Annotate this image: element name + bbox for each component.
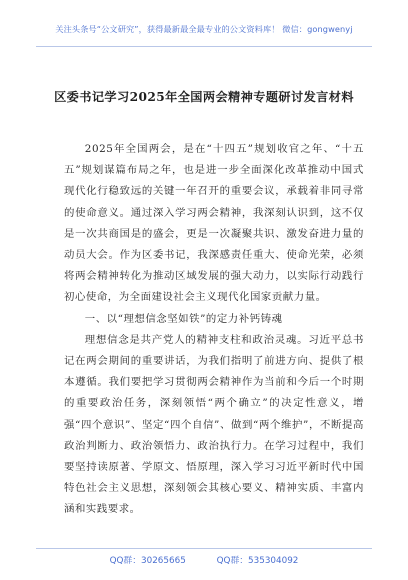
footer-qq-group-right: QQ群：535304092 xyxy=(216,556,299,566)
header-divider xyxy=(36,46,372,47)
footer-qq-group-left: QQ群：30265665 xyxy=(109,556,186,566)
document-body xyxy=(64,139,364,521)
footer-divider xyxy=(36,548,372,549)
header-notice: 关注头条号“公文研究”，获得最新最全最专业的公文资料库！ 微信：gongwenyj xyxy=(55,24,353,34)
body-paragraph: 理想信念是共产党人的精神支柱和政治灵魂。习近平总书记在两会期间的重要讲话，为我们指明了前进方向、提供了根本遵循。我们要把学习贯彻两会精神作为当前和今后一个时期的重要政治任务，深刻领悟“两个确立”的决定性意义，增强“四个意识”、坚定“四个自信”、做到“两个维护”，不断提高政治判断力、政治领悟力、政治执行力。在学习过程中，我们要坚持读原著、学原文、悟原理，深入学习习近平新时代中国特色社会主义思想，深刻领会其核心要义、精神实质、丰富内涵和实践要求。 xyxy=(64,333,364,516)
body-paragraph: 2025年全国两会，是在“十四五”规划收官之年、“十五五”规划谋篇布局之年，也是进一步全面深化改革推动中国式现代化行稳致远的关键一年召开的重要会议，承载着非同寻常的使命意义。通过深入学习两会精神，我深刻认识到，这不仅是一次共商国是的盛会，更是一次凝聚共识、激发奋进力量的动员大会。作为区委书记，我深感责任重大、使命光荣，必须将两会精神转化为推动区域发展的强大动力，以实际行动践行初心使命，为全面建设社会主义现代化国家贡献力量。 xyxy=(64,143,364,304)
section-heading: 一、以“理想信念坚如铁”的定力补钙铸魂 xyxy=(84,312,283,325)
footer xyxy=(0,553,408,566)
document-title: 区委书记学习2025年全国两会精神专题研讨发言材料 xyxy=(54,90,354,104)
